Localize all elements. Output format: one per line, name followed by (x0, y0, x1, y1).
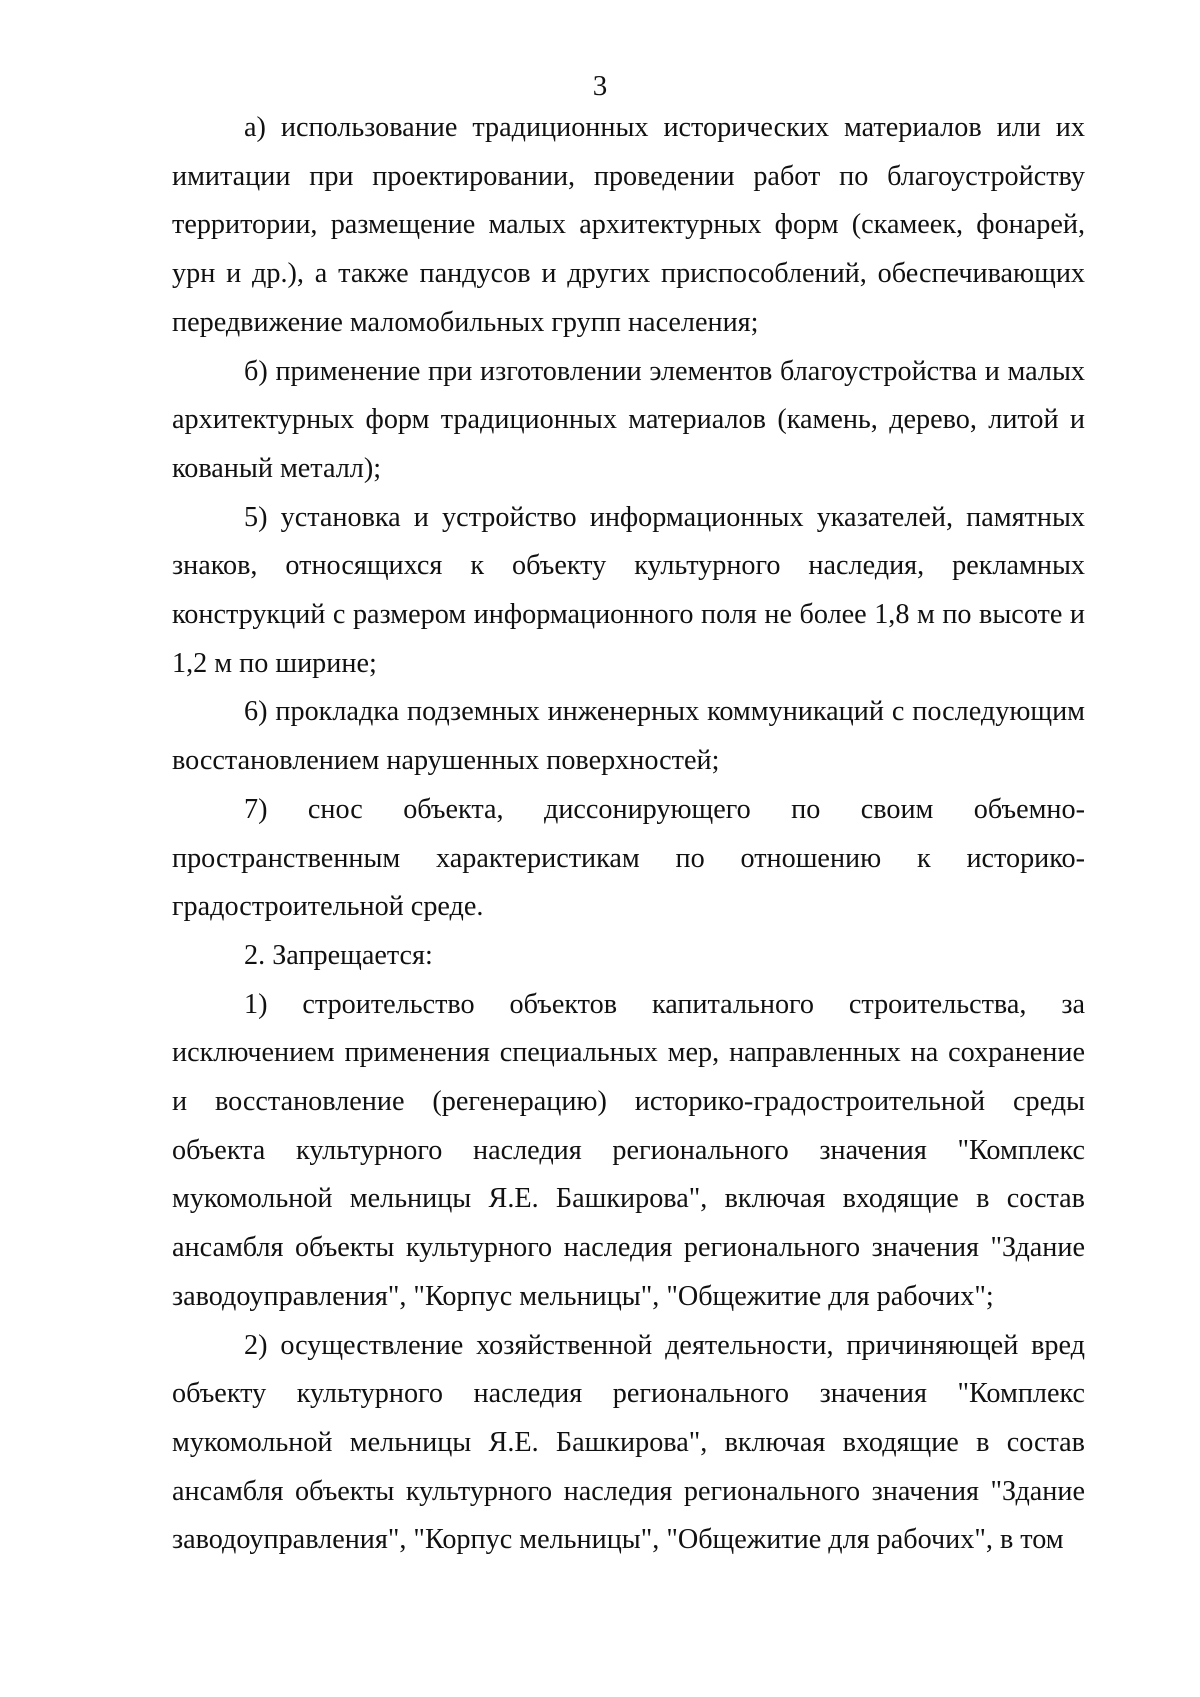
paragraph-a-materials: а) использование традиционных исторических материалов или их имитации при проектировании, проведении работ по благоустройству территории, размещение малых архитектурных форм (скамеек, фонарей, урн и др.), а также пандусов и других приспособлений, обеспечивающих передвижение маломобильных групп населения; (172, 112, 1085, 338)
paragraph-2-economic-activity: 2) осуществление хозяйственной деятельности, причиняющей вред объекту культурного наследия регионального значения "Комплекс мукомольной мельницы Я.Е. Башкирова", включая входящие в состав ансамбля объекты культурного наследия регионального значения "Здание заводоуправления", "Корпус мельницы", "Общежитие для рабочих", в том (172, 1329, 1085, 1556)
page-number: 3 (592, 70, 608, 102)
paragraph-2-prohibited-heading: 2. Запрещается: (244, 939, 433, 971)
paragraph-6-utilities: 6) прокладка подземных инженерных коммуникаций с последующим восстановлением нарушенных поверхностей; (172, 696, 1085, 777)
document-body (172, 104, 1085, 1565)
paragraph-5-signage: 5) установка и устройство информационных указателей, памятных знаков, относящихся к объекту культурного наследия, рекламных конструкций с размером информационного поля не более 1,8 м по высоте и 1,2 м по ширине; (172, 501, 1085, 679)
paragraph-b-landscaping-elements: б) применение при изготовлении элементов благоустройства и малых архитектурных форм традиционных материалов (камень, дерево, литой и кованый металл); (172, 355, 1085, 484)
paragraph-7-demolition: 7) снос объекта, диссонирующего по своим объемно-пространственным характеристикам по отношению к историко-градостроительной среде. (172, 793, 1085, 923)
paragraph-1-construction: 1) строительство объектов капитального строительства, за исключением применения специальных мер, направленных на сохранение и восстановление (регенерацию) историко-градостроительной среды объекта культурного наследия регионального значения "Комплекс мукомольной мельницы Я.Е. Башкирова", включая входящие в состав ансамбля объекты культурного наследия регионального значения "Здание заводоуправления", "Корпус мельницы", "Общежитие для рабочих"; (172, 988, 1085, 1312)
